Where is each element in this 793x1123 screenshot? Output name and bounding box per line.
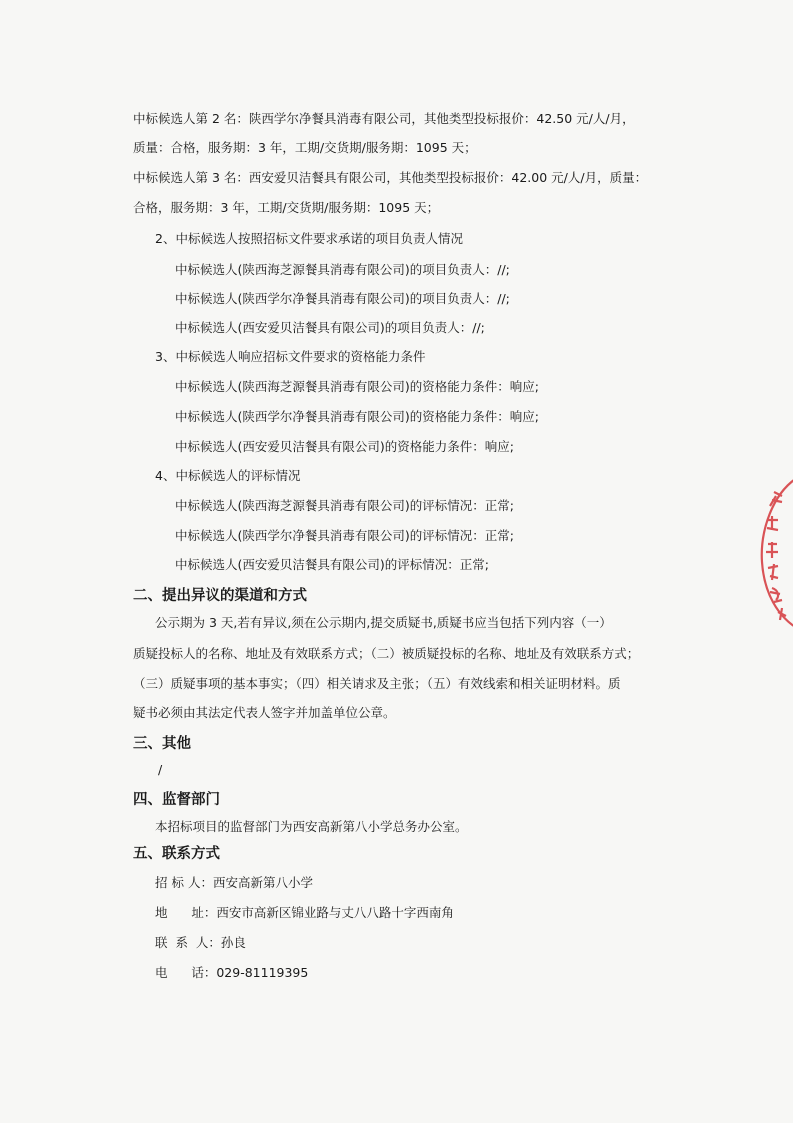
item2-line: 中标候选人(西安爱贝洁餐具有限公司)的项目负责人：//; — [175, 320, 485, 335]
contact-heading: 五、联系方式 — [133, 846, 220, 862]
item2-line: 中标候选人(陕西海芝源餐具消毒有限公司)的项目负责人：//; — [175, 262, 510, 277]
seal-graphic — [752, 472, 793, 632]
item3-title: 3、中标候选人响应招标文件要求的资格能力条件 — [155, 349, 426, 364]
contact-person-label: 联 系 人： — [155, 935, 221, 950]
official-seal-stamp — [752, 472, 793, 632]
candidate-rank3-line1: 中标候选人第 3 名：西安爱贝洁餐具有限公司，其他类型投标报价：42.00 元/人/月，质量： — [133, 170, 648, 185]
candidate-rank2-line1: 中标候选人第 2 名：陕西学尔净餐具消毒有限公司，其他类型投标报价：42.50 元/人/月， — [133, 111, 635, 126]
item3-line: 中标候选人(西安爱贝洁餐具有限公司)的资格能力条件：响应; — [175, 439, 514, 454]
contact-tenderer-label: 招 标 人： — [155, 875, 213, 890]
candidate-rank3-line2: 合格，服务期：3 年，工期/交货期/服务期：1095 天； — [133, 200, 440, 215]
contact-person-value: 孙良 — [220, 935, 246, 950]
objection-line: 公示期为 3 天,若有异议,须在公示期内,提交质疑书,质疑书应当包括下列内容（一） — [155, 615, 612, 630]
item4-line: 中标候选人(陕西海芝源餐具消毒有限公司)的评标情况：正常; — [175, 498, 514, 513]
objection-line: 质疑投标人的名称、地址及有效联系方式；（二）被质疑投标的名称、地址及有效联系方式； — [133, 646, 640, 661]
item2-title: 2、中标候选人按照招标文件要求承诺的项目负责人情况 — [155, 231, 463, 246]
contact-address-row — [155, 905, 454, 921]
item3-line: 中标候选人(陕西海芝源餐具消毒有限公司)的资格能力条件：响应; — [175, 379, 539, 394]
contact-address-label: 地 址： — [155, 905, 217, 920]
supervision-heading: 四、监督部门 — [133, 792, 220, 808]
other-heading: 三、其他 — [133, 736, 191, 752]
contact-phone-label: 电 话： — [155, 965, 217, 980]
contact-tenderer-row — [155, 875, 313, 891]
supervision-content: 本招标项目的监督部门为西安高新第八小学总务办公室。 — [155, 819, 468, 834]
objection-line: （三）质疑事项的基本事实；（四）相关请求及主张；（五）有效线索和相关证明材料。质 — [133, 676, 621, 691]
contact-tenderer-value: 西安高新第八小学 — [212, 875, 313, 890]
objection-line: 疑书必须由其法定代表人签字并加盖单位公章。 — [133, 705, 396, 720]
candidate-rank2-line2: 质量：合格，服务期：3 年，工期/交货期/服务期：1095 天； — [133, 140, 477, 155]
objection-heading: 二、提出异议的渠道和方式 — [133, 588, 307, 604]
contact-phone-value: 029-81119395 — [216, 965, 309, 980]
contact-address-value: 西安市高新区锦业路与丈八八路十字西南角 — [216, 905, 454, 920]
item4-line: 中标候选人(西安爱贝洁餐具有限公司)的评标情况：正常; — [175, 557, 489, 572]
contact-person-row — [155, 935, 246, 951]
item4-line: 中标候选人(陕西学尔净餐具消毒有限公司)的评标情况：正常; — [175, 528, 514, 543]
contact-phone-row — [155, 965, 308, 981]
item3-line: 中标候选人(陕西学尔净餐具消毒有限公司)的资格能力条件：响应; — [175, 409, 539, 424]
item2-line: 中标候选人(陕西学尔净餐具消毒有限公司)的项目负责人：//; — [175, 291, 510, 306]
item4-title: 4、中标候选人的评标情况 — [155, 468, 301, 483]
other-content: / — [158, 762, 163, 777]
